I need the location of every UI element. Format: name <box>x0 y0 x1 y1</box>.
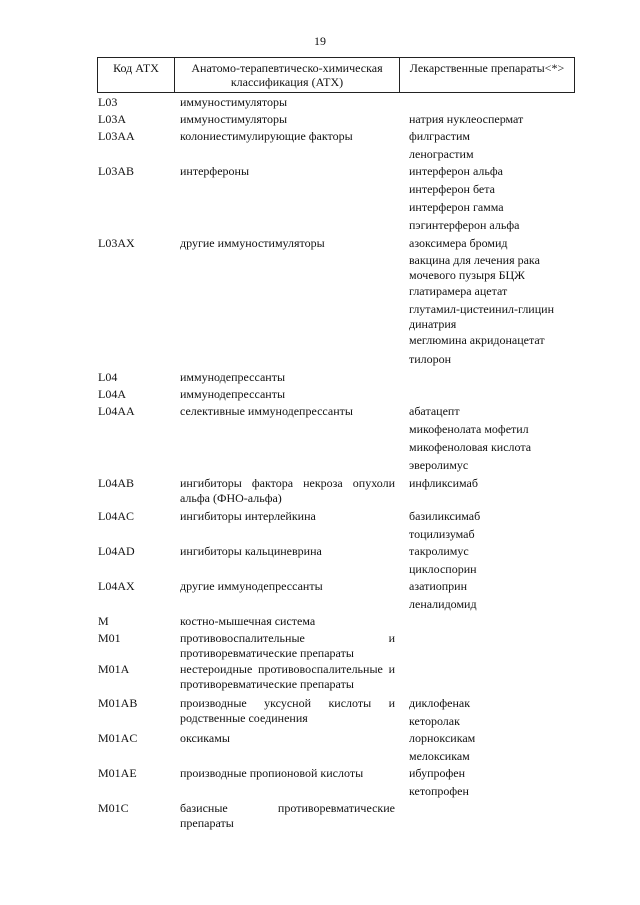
row-code: M01 <box>98 631 121 645</box>
drug-item: тилорон <box>409 352 452 366</box>
row-code: L04 <box>98 370 118 384</box>
row-class: производные уксусной кислоты и родственные соединения <box>180 696 395 725</box>
drug-item: азатиоприн <box>409 579 468 593</box>
drug-item: натрия нуклеоспермат <box>409 112 524 126</box>
row-class: другие иммуностимуляторы <box>180 236 325 250</box>
row-code: M01A <box>98 662 130 676</box>
row-class: ингибиторы кальциневрина <box>180 544 322 558</box>
row-class: иммуностимуляторы <box>180 112 288 126</box>
row-code: M01AB <box>98 696 138 710</box>
drug-item: меглюмина акридонацетат <box>409 333 545 347</box>
row-class: ингибиторы фактора некроза опухоли альфа (ФНО-альфа) <box>180 476 395 505</box>
row-code: L04AX <box>98 579 135 593</box>
drug-item: интерферон гамма <box>409 200 504 214</box>
drug-item: ибупрофен <box>409 766 466 780</box>
drug-item: интерферон бета <box>409 182 495 196</box>
row-class: противовоспалительные и противоревматические препараты <box>180 631 395 660</box>
page-number: 19 <box>314 34 326 48</box>
drug-item: азоксимера бромид <box>409 236 508 250</box>
row-code: L03AB <box>98 164 134 178</box>
drug-item: леналидомид <box>409 597 477 611</box>
drug-item: вакцина для лечения рака мочевого пузыря БЦЖ <box>409 253 540 282</box>
row-code: L04AC <box>98 509 134 523</box>
row-class: производные пропионовой кислоты <box>180 766 364 780</box>
drug-item: тоцилизумаб <box>409 527 475 541</box>
header-classification: Анатомо-терапевтическо-химическая классификация (АТХ) <box>174 58 399 92</box>
row-class: иммунодепрессанты <box>180 370 286 384</box>
drug-item: кеторолак <box>409 714 460 728</box>
drug-item: инфликсимаб <box>409 476 478 490</box>
drug-item: абатацепт <box>409 404 460 418</box>
drug-item: микофеноловая кислота <box>409 440 532 454</box>
drug-item: филграстим <box>409 129 471 143</box>
row-class: костно-мышечная система <box>180 614 316 628</box>
row-code: L03AA <box>98 129 135 143</box>
row-class: другие иммунодепрессанты <box>180 579 323 593</box>
table-header <box>97 57 575 93</box>
row-code: M01AE <box>98 766 137 780</box>
row-class: базисные противоревматические препараты <box>180 801 395 830</box>
drug-item: кетопрофен <box>409 784 469 798</box>
row-class: селективные иммунодепрессанты <box>180 404 353 418</box>
row-code: L03A <box>98 112 126 126</box>
row-code: L04AA <box>98 404 135 418</box>
row-code: L04AB <box>98 476 134 490</box>
row-class: иммунодепрессанты <box>180 387 286 401</box>
row-class: интерфероны <box>180 164 249 178</box>
drug-item: базиликсимаб <box>409 509 481 523</box>
drug-item: микофенолата мофетил <box>409 422 529 436</box>
row-code: L04AD <box>98 544 135 558</box>
row-class: ингибиторы интерлейкина <box>180 509 316 523</box>
row-class: иммуностимуляторы <box>180 95 288 109</box>
row-code: M <box>98 614 109 628</box>
drug-item: циклоспорин <box>409 562 477 576</box>
drug-item: диклофенак <box>409 696 471 710</box>
header-code: Код АТХ <box>113 61 159 75</box>
row-code: L04A <box>98 387 126 401</box>
row-class: нестероидные противовоспалительные и противоревматические препараты <box>180 662 395 691</box>
header-drugs: Лекарственные препараты<*> <box>399 58 574 92</box>
drug-item: интерферон альфа <box>409 164 503 178</box>
drug-item: лорноксикам <box>409 731 476 745</box>
row-code: L03 <box>98 95 118 109</box>
drug-item: мелоксикам <box>409 749 470 763</box>
row-code: M01C <box>98 801 129 815</box>
row-class: колониестимулирующие факторы <box>180 129 353 143</box>
row-code: M01AC <box>98 731 138 745</box>
row-code: L03AX <box>98 236 135 250</box>
drug-item: глатирамера ацетат <box>409 284 508 298</box>
drug-item: ленограстим <box>409 147 474 161</box>
drug-item: такролимус <box>409 544 469 558</box>
drug-item: пэгинтерферон альфа <box>409 218 520 232</box>
drug-item: эверолимус <box>409 458 469 472</box>
drug-item: глутамил-цистеинил-глицин динатрия <box>409 302 554 331</box>
row-class: оксикамы <box>180 731 230 745</box>
